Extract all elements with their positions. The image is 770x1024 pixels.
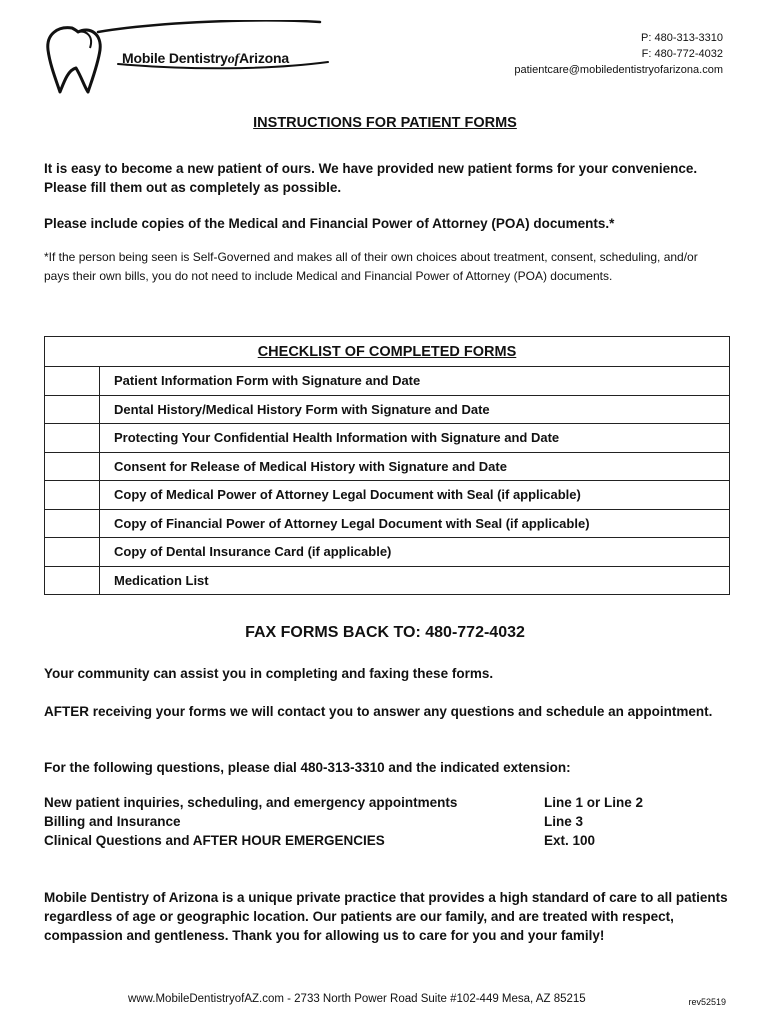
checkbox-cell[interactable]: [45, 481, 100, 510]
checkbox-cell[interactable]: [45, 566, 100, 595]
checklist-item: Copy of Financial Power of Attorney Legal Document with Seal (if applicable): [100, 509, 730, 538]
table-row: [45, 367, 730, 396]
checklist-item: Dental History/Medical History Form with Signature and Date: [100, 395, 730, 424]
table-row: [45, 481, 730, 510]
poa-paragraph: Please include copies of the Medical and Financial Power of Attorney (POA) documents.*: [44, 216, 615, 231]
fax-number: F: 480-772-4032: [641, 48, 723, 60]
extension-row: [44, 833, 734, 852]
table-row: [45, 538, 730, 567]
table-row: [45, 509, 730, 538]
extension-label: New patient inquiries, scheduling, and emergency appointments: [44, 795, 458, 810]
checkbox-cell[interactable]: [45, 538, 100, 567]
fax-back-heading: FAX FORMS BACK TO: 480-772-4032: [245, 624, 525, 641]
footer-address: www.MobileDentistryofAZ.com - 2733 North Power Road Suite #102-449 Mesa, AZ 85215: [128, 993, 586, 1005]
checkbox-cell[interactable]: [45, 452, 100, 481]
extension-value: Ext. 100: [544, 833, 596, 848]
checkbox-cell[interactable]: [45, 395, 100, 424]
extension-row: [44, 795, 734, 814]
page-title: INSTRUCTIONS FOR PATIENT FORMS: [253, 115, 517, 131]
contact-info: [514, 30, 723, 78]
dial-paragraph: For the following questions, please dial 480-313-3310 and the indicated extension:: [44, 760, 571, 775]
extension-label: Billing and Insurance: [44, 814, 181, 829]
checkbox-cell[interactable]: [45, 424, 100, 453]
extension-row: [44, 814, 734, 833]
checklist-item: Copy of Medical Power of Attorney Legal Document with Seal (if applicable): [100, 481, 730, 510]
table-row: [45, 566, 730, 595]
checklist-table: [44, 336, 730, 595]
checklist-item: Consent for Release of Medical History with Signature and Date: [100, 452, 730, 481]
checklist-item: Copy of Dental Insurance Card (if applicable): [100, 538, 730, 567]
checklist-item: Protecting Your Confidential Health Information with Signature and Date: [100, 424, 730, 453]
intro-paragraph: It is easy to become a new patient of ours. We have provided new patient forms for your convenience. Please fill them out as completely as possible.: [44, 161, 698, 195]
email-address: patientcare@mobiledentistryofarizona.com: [514, 64, 723, 76]
checkbox-cell[interactable]: [45, 509, 100, 538]
revision-code: rev52519: [688, 997, 726, 1007]
table-row: [45, 452, 730, 481]
table-row: [45, 424, 730, 453]
extension-value: Line 1 or Line 2: [544, 795, 644, 810]
extension-value: Line 3: [544, 814, 584, 829]
table-row: [45, 395, 730, 424]
checklist-item: Patient Information Form with Signature and Date: [100, 367, 730, 396]
checklist-item: Medication List: [100, 566, 730, 595]
extension-label: Clinical Questions and AFTER HOUR EMERGENCIES: [44, 833, 385, 848]
after-paragraph: AFTER receiving your forms we will contact you to answer any questions and schedule an appointment.: [44, 704, 713, 719]
checkbox-cell[interactable]: [45, 367, 100, 396]
closing-paragraph: Mobile Dentistry of Arizona is a unique private practice that provides a high standard of care to all patients regardless of age or geographic location. Our patients are our family, and are treated with respect, compassion and gentleness. Thank you for allowing us to care for you and your family!: [44, 890, 728, 943]
poa-note: *If the person being seen is Self-Governed and makes all of their own choices about treatment, consent, scheduling, and/or pays their own bills, you do not need to include Medical and Financial Power of Attorney (POA) documents.: [44, 250, 698, 283]
logo-wordmark: Mobile DentistryofArizona: [122, 50, 289, 67]
logo: [38, 20, 338, 95]
community-paragraph: Your community can assist you in completing and faxing these forms.: [44, 666, 494, 681]
phone-number: P: 480-313-3310: [641, 32, 723, 44]
checklist-heading: CHECKLIST OF COMPLETED FORMS: [45, 337, 730, 367]
